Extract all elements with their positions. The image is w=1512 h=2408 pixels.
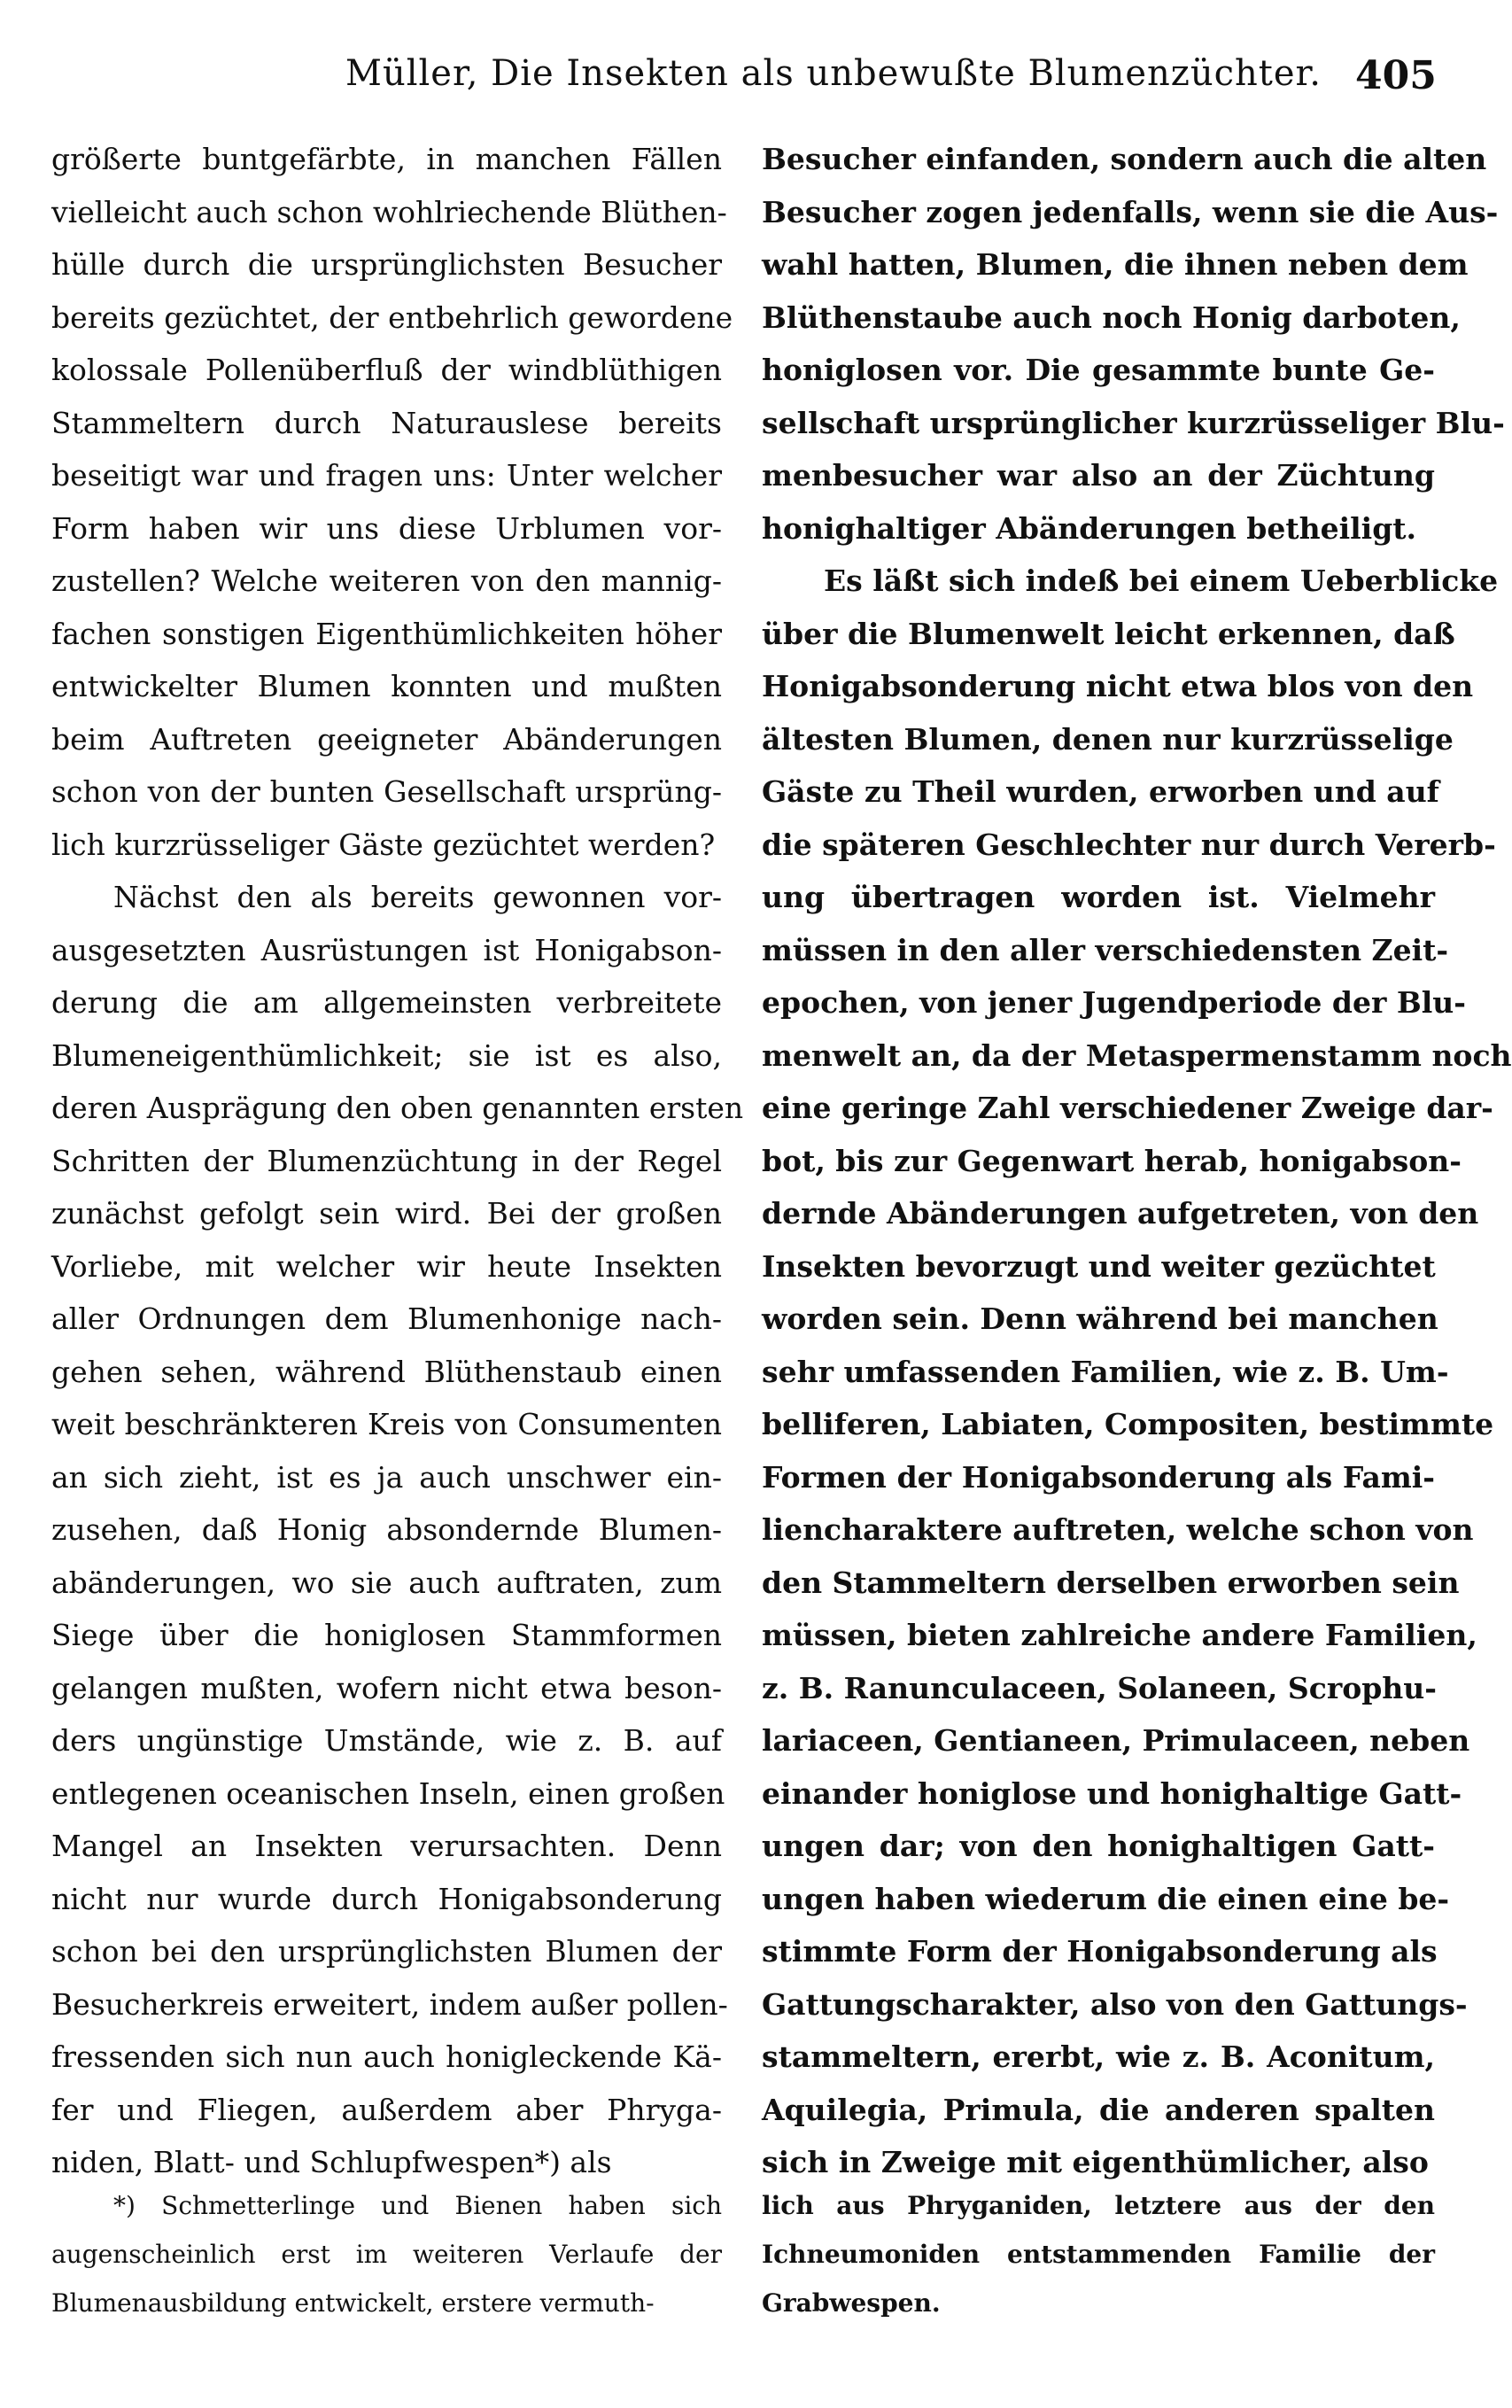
text-line: sehr umfassenden Familien, wie z. B. Um- (762, 1354, 1449, 1389)
text-line: Insekten bevorzugt und weiter gezüchtet (762, 1248, 1436, 1284)
text-line: einander honiglose und honighaltige Gatt- (762, 1775, 1462, 1811)
text-line: an sich zieht, ist es ja auch unschwer ein- (51, 1459, 722, 1495)
text-line: ung übertragen worden ist. Vielmehr (762, 880, 1435, 914)
text-line: vielleicht auch schon wohlriechende Blüthen- (51, 194, 727, 229)
text-line: fressenden sich nun auch honigleckende Kä- (51, 2039, 722, 2074)
text-line: Schritten der Blumenzüchtung in der Regel (51, 1143, 722, 1178)
text-line: Honigabsonderung nicht etwa blos von den (762, 669, 1474, 703)
text-line: Blüthenstaube auch noch Honig darboten, (762, 299, 1461, 335)
text-line: müssen, bieten zahlreiche andere Familien, (762, 1618, 1477, 1652)
text-line: gelangen mußten, wofern nicht etwa beson- (51, 1670, 722, 1705)
text-line: bereits gezüchtet, der entbehrlich gewordene (51, 299, 733, 335)
text-line: menbesucher war also an der Züchtung (762, 458, 1435, 493)
text-line: sich in Zweige mit eigenthümlicher, also (762, 2145, 1429, 2179)
text-line: schon bei den ursprünglichsten Blumen der (51, 1934, 722, 1969)
text-line: gehen sehen, während Blüthenstaub einen (51, 1354, 722, 1389)
text-line: zunächst gefolgt sein wird. Bei der großen (51, 1196, 722, 1231)
text-line: Mangel an Insekten verursachten. Denn (51, 1829, 722, 1863)
text-line: Gäste zu Theil wurden, erworben und auf (762, 774, 1439, 809)
text-line: deren Ausprägung den oben genannten ersten (51, 1091, 744, 1125)
text-line: den Stammeltern derselben erworben sein (762, 1565, 1460, 1600)
text-line: hülle durch die ursprünglichsten Besucher (51, 247, 722, 282)
left-text-column (51, 133, 744, 2189)
footnote-line: *) Schmetterlinge und Bienen haben sich (113, 2191, 722, 2220)
text-line: zusehen, daß Honig absondernde Blumen- (51, 1512, 722, 1547)
running-title: Müller, Die Insekten als unbewußte Blumenzüchter. (345, 53, 1322, 94)
text-line: ausgesetzten Ausrüstungen ist Honigabson- (51, 932, 722, 967)
text-line: stimmte Form der Honigabsonderung als (762, 1934, 1438, 1969)
text-line: Gattungscharakter, also von den Gattungs- (762, 1986, 1468, 2022)
footnote-line: Ichneumoniden entstammenden Familie der (762, 2240, 1435, 2269)
text-line: Formen der Honigabsonderung als Fami- (762, 1459, 1435, 1495)
text-line: beseitigt war und fragen uns: Unter welcher (51, 458, 722, 493)
page-header (0, 53, 1470, 115)
text-line: liencharaktere auftreten, welche schon von (762, 1512, 1474, 1547)
text-line: entlegenen oceanischen Inseln, einen großen (51, 1775, 725, 1811)
text-line: kolossale Pollenüberfluß der windblüthigen (51, 353, 722, 387)
right-text-column (762, 133, 1512, 2189)
text-line: eine geringe Zahl verschiedener Zweige dar- (762, 1091, 1493, 1125)
footnote-line: Blumenausbildung entwickelt, erstere vermuth- (51, 2288, 655, 2318)
text-line: schon von der bunten Gesellschaft ursprüng- (51, 774, 722, 809)
footnote-line: augenscheinlich erst im weiteren Verlaufe der (51, 2240, 722, 2269)
text-line: menwelt an, da der Metaspermenstamm noch (762, 1037, 1512, 1073)
text-line: ungen haben wiederum die einen eine be- (762, 1881, 1450, 1916)
text-line: Besucher zogen jedenfalls, wenn sie die Aus- (762, 194, 1499, 229)
text-line: größerte buntgefärbte, in manchen Fällen (51, 142, 722, 176)
text-line: Form haben wir uns diese Urblumen vor- (51, 510, 722, 546)
text-line: Aquilegia, Primula, die anderen spalten (762, 2092, 1435, 2127)
text-line: müssen in den aller verschiedensten Zeit- (762, 932, 1449, 967)
text-line: derung die am allgemeinsten verbreitete (51, 985, 722, 1020)
text-line: sellschaft ursprünglicher kurzrüsseliger Blu- (762, 405, 1505, 440)
page-number: 405 (1355, 53, 1437, 98)
text-line: über die Blumenwelt leicht erkennen, daß (762, 616, 1455, 651)
text-line: Stammeltern durch Naturauslese bereits (51, 405, 722, 440)
text-line: beim Auftreten geeigneter Abänderungen (51, 721, 722, 757)
text-line: lich kurzrüsseliger Gäste gezüchtet werden? (51, 827, 716, 862)
text-line: stammeltern, ererbt, wie z. B. Aconitum, (762, 2039, 1435, 2074)
footnote-left (51, 2181, 722, 2327)
text-line: entwickelter Blumen konnten und mußten (51, 669, 722, 703)
text-line: zustellen? Welche weiteren von den mannig- (51, 563, 722, 598)
text-line: epochen, von jener Jugendperiode der Blu- (762, 985, 1466, 1020)
text-line: honighaltiger Abänderungen betheiligt. (762, 510, 1417, 546)
text-line: Besucherkreis erweitert, indem außer pollen- (51, 1986, 728, 2022)
text-line: niden, Blatt- und Schlupfwespen*) als (51, 2145, 612, 2179)
text-line: aller Ordnungen dem Blumenhonige nach- (51, 1301, 722, 1336)
text-line: Blumeneigenthümlichkeit; sie ist es also, (51, 1037, 722, 1073)
text-line: die späteren Geschlechter nur durch Vererb- (762, 827, 1496, 862)
footnote-right (762, 2181, 1435, 2327)
text-line: Besucher einfanden, sondern auch die alten (762, 142, 1487, 176)
text-line: nicht nur wurde durch Honigabsonderung (51, 1881, 722, 1916)
text-line: fachen sonstigen Eigenthümlichkeiten höher (51, 616, 722, 651)
text-line: Es läßt sich indeß bei einem Ueberblicke (824, 563, 1499, 598)
text-line: bot, bis zur Gegenwart herab, honigabson- (762, 1143, 1462, 1178)
text-line: ältesten Blumen, denen nur kurzrüsselige (762, 721, 1454, 757)
text-line: abänderungen, wo sie auch auftraten, zum (51, 1565, 722, 1600)
text-line: belliferen, Labiaten, Compositen, bestimmte (762, 1407, 1494, 1441)
text-line: Siege über die honiglosen Stammformen (51, 1618, 722, 1652)
text-line: wahl hatten, Blumen, die ihnen neben dem (762, 247, 1469, 282)
text-line: dernde Abänderungen aufgetreten, von den (762, 1196, 1479, 1231)
footnote-line: lich aus Phryganiden, letztere aus der den (762, 2191, 1435, 2220)
text-line: fer und Fliegen, außerdem aber Phryga- (51, 2092, 722, 2127)
text-line: z. B. Ranunculaceen, Solaneen, Scrophu- (762, 1670, 1437, 1705)
text-line: worden sein. Denn während bei manchen (762, 1301, 1438, 1336)
text-line: ungen dar; von den honighaltigen Gatt- (762, 1829, 1435, 1863)
text-line: lariaceen, Gentianeen, Primulaceen, neben (762, 1723, 1470, 1758)
text-line: weit beschränkteren Kreis von Consumenten (51, 1407, 722, 1441)
text-line: honiglosen vor. Die gesammte bunte Ge- (762, 353, 1435, 387)
text-line: Vorliebe, mit welcher wir heute Insekten (51, 1248, 722, 1284)
footnote-line: Grabwespen. (762, 2288, 941, 2318)
text-line: ders ungünstige Umstände, wie z. B. auf (51, 1723, 722, 1758)
text-line: Nächst den als bereits gewonnen vor- (113, 880, 722, 914)
